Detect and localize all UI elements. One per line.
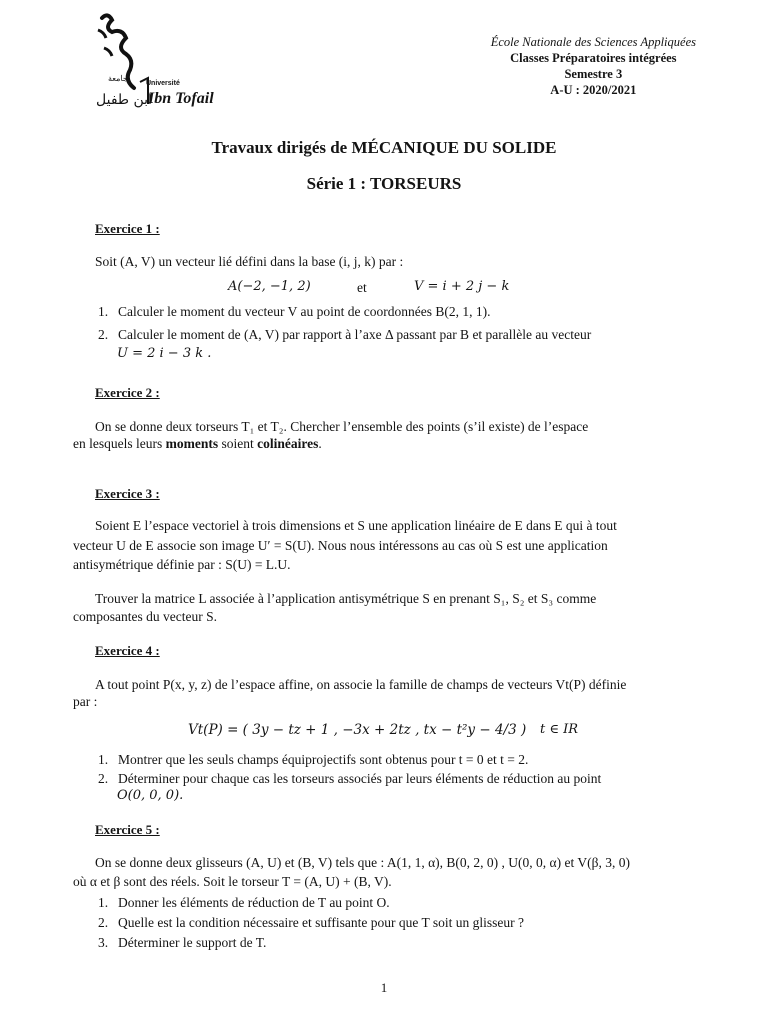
exercise-3-p1-line-3: antisymétrique définie par : S(U) = L.U.: [73, 557, 291, 572]
exercise-2-line-1: On se donne deux torseurs T₁ et T₂. Chercher l’ensemble des points (s’il existe) de l’espace: [95, 419, 589, 434]
exercise-1-vector-u: U = 2 i − 3 k .: [117, 346, 212, 361]
exercise-2-line-2: en lesquels leurs moments soient colinéaires.: [73, 436, 322, 451]
exercise-4-question-1: 1. Montrer que les seuls champs équiprojectifs sont obtenus pour t = 0 et t = 2.: [98, 752, 529, 767]
page-number: 1: [380, 980, 388, 995]
university-logo: [88, 12, 214, 112]
document-subtitle: Série 1 : TORSEURS: [306, 174, 462, 193]
exercise-5-question-2: 2. Quelle est la condition nécessaire et suffisante pour que T soit un glisseur ?: [98, 915, 525, 930]
classes-name: Classes Préparatoires intégrées: [510, 51, 677, 65]
exercise-4-intro-line-1: A tout point P(x, y, z) de l’espace affine, on associe la famille de champs de vecteurs Vt(P) définie: [95, 677, 627, 692]
school-header: [491, 34, 696, 98]
document-title: Travaux dirigés de MÉCANIQUE DU SOLIDE: [211, 138, 557, 157]
exercise-4-point-o: O(0, 0, 0).: [117, 788, 184, 803]
exercise-3-p1-line-2: vecteur U de E associe son image U′ = S(U). Nous nous intéressons au cas où S est une application: [73, 538, 608, 553]
exercise-3-p1-line-1: Soient E l’espace vectoriel à trois dimensions et S une application linéaire de E dans E qui à tout: [95, 518, 617, 533]
exercise-5-intro-line-1: On se donne deux glisseurs (A, U) et (B, V) tels que : A(1, 1, α), B(0, 2, 0) , U(0, 0, α) et V(β, 3, 0): [95, 855, 630, 870]
exercise-4-field-formula: Vt(P) = ( 3y − tz + 1 , −3x + 2tz , tx − t²y − 4/3 ): [188, 722, 527, 738]
exercise-1-question-2: 2. Calculer le moment de (A, V) par rapport à l’axe Δ passant par B et parallèle au vecteur: [98, 327, 592, 342]
exercise-4-heading: Exercice 4 :: [95, 643, 160, 658]
keyword-moments: moments: [165, 436, 219, 451]
logo-universite-text: Université: [146, 80, 180, 87]
exercise-5-question-3: 3. Déterminer le support de T.: [98, 935, 267, 950]
school-name: École Nationale des Sciences Appliquées: [490, 35, 696, 49]
exercise-1-heading: Exercice 1 :: [95, 221, 160, 236]
exercise-4-intro-line-2: par :: [73, 694, 98, 709]
semester: Semestre 3: [564, 67, 623, 81]
exercise-3-heading: Exercice 3 :: [95, 486, 160, 501]
logo-ibn-tofail-text: Ibn Tofail: [148, 90, 214, 107]
exercise-5-question-1: 1. Donner les éléments de réduction de T au point O.: [98, 895, 390, 910]
exercise-3-p2-line-1: Trouver la matrice L associée à l’application antisymétrique S en prenant S₁, S₂ et S₃ comme: [95, 591, 597, 606]
exercise-1-question-1: 1. Calculer le moment du vecteur V au point de coordonnées B(2, 1, 1).: [98, 304, 491, 319]
exercise-5-heading: Exercice 5 :: [95, 822, 160, 837]
exercise-4-question-2: 2. Déterminer pour chaque cas les torseurs associés par leurs éléments de réduction au point: [98, 771, 602, 786]
exercise-1-and: et: [357, 280, 367, 295]
exercise-3-p2-line-2: composantes du vecteur S.: [73, 609, 217, 624]
logo-arabic-top: جامعة: [108, 74, 128, 83]
exercise-1-point-a: A(−2, −1, 2): [228, 279, 311, 294]
academic-year: A-U : 2020/2021: [550, 83, 637, 97]
exercise-1-vector-v: V = i + 2 j − k: [414, 279, 510, 294]
exercise-1-intro: Soit (A, V) un vecteur lié défini dans la base (i, j, k) par :: [95, 254, 404, 269]
exercise-5-intro-line-2: où α et β sont des réels. Soit le torseur T = (A, U) + (B, V).: [73, 874, 392, 889]
exercise-2-heading: Exercice 2 :: [95, 385, 160, 400]
keyword-colineaires: colinéaires: [257, 436, 319, 451]
logo-arabic-name: ابن طفيل: [96, 92, 152, 108]
exercise-4-condition: t ∈ IR: [540, 722, 579, 737]
